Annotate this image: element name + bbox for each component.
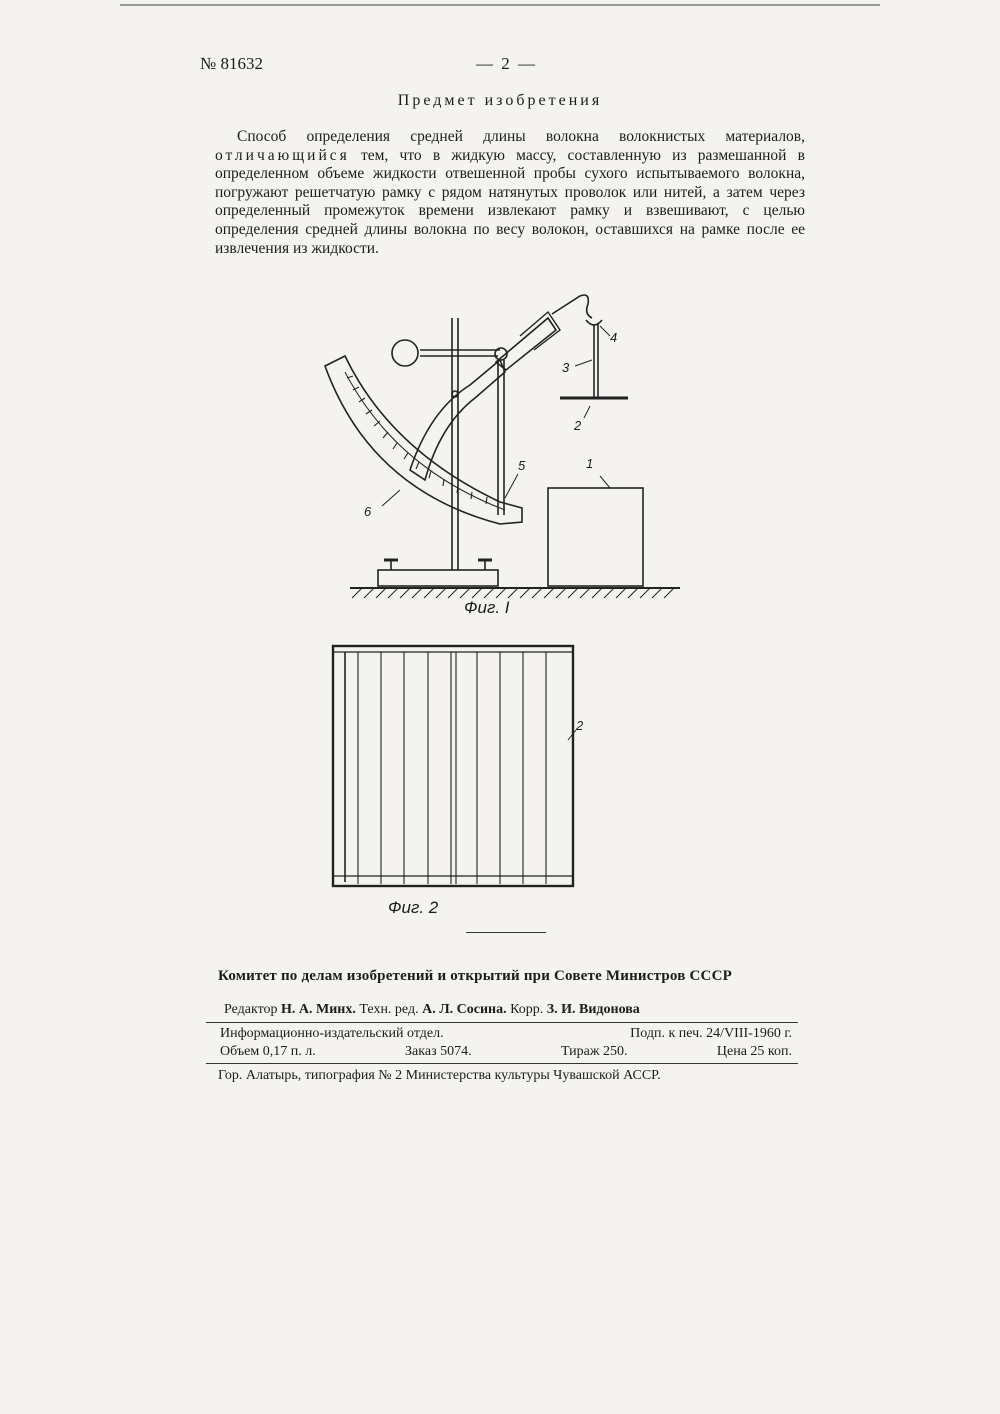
fig1-label-2: 2 xyxy=(574,418,582,433)
imprint-row-2 xyxy=(220,1043,798,1061)
fig1-label-4: 4 xyxy=(610,330,618,345)
volume: Объем 0,17 п. л. xyxy=(220,1044,316,1059)
tech-editor-name: А. Л. Сосина. xyxy=(422,1002,507,1017)
corrector-name: З. И. Видонова xyxy=(546,1002,640,1017)
fig2-caption: Фиг. 2 xyxy=(388,898,439,917)
fig1-label-3: 3 xyxy=(562,360,570,375)
tech-editor-label: Техн. ред. xyxy=(359,1002,419,1017)
claim-text-after: тем, что в жидкую массу, составленную из размешанной в определенном объеме жидкости отвешенной пробы сухого испытываемого волокна, погружают решетчатую рамку с рядом натянутых проволок или нитей, а затем через определенный промежуток времени извлекают рамку и взвешивают, с целью определения средней длины волокна по весу волокон, оставшихся на рамке после ее извлечения из жидкости. xyxy=(215,146,805,257)
fig1-label-5: 5 xyxy=(518,458,526,473)
editor-name: Н. А. Минх. xyxy=(281,1002,356,1017)
order-number: Заказ 5074. xyxy=(405,1044,472,1059)
price: Цена 25 коп. xyxy=(716,1044,792,1059)
fig1-label-1: 1 xyxy=(586,456,594,471)
imprint-block xyxy=(206,1022,798,1064)
patent-number: № 81632 xyxy=(200,54,263,73)
corrector-label: Корр. xyxy=(510,1002,544,1017)
committee-line: Комитет по делам изобретений и открытий при Совете Министров СССР xyxy=(218,968,732,984)
print-run: Тираж 250. xyxy=(560,1044,628,1059)
fig1-label-6: 6 xyxy=(364,504,372,519)
separator-line xyxy=(466,932,546,933)
claim-heading: Предмет изобретения xyxy=(397,92,603,109)
page-number: — 2 — xyxy=(476,54,537,73)
signed-to-print: Подп. к печ. 24/VIII-1960 г. xyxy=(630,1026,792,1041)
imprint-row-1 xyxy=(220,1025,798,1043)
publishing-dept: Информационно-издательский отдел. xyxy=(220,1026,444,1041)
fig2-label-2: 2 xyxy=(576,718,584,733)
editors-line xyxy=(224,1002,784,1018)
printer-line: Гор. Алатырь, типография № 2 Министерства культуры Чувашской АССР. xyxy=(218,1068,661,1083)
claim-text-before: Способ определения средней длины волокна волокнистых материалов, xyxy=(237,128,805,145)
fig1-caption: Фиг. I xyxy=(464,598,510,617)
claim-text-spaced: отличающийся xyxy=(215,146,350,164)
editor-label: Редактор xyxy=(224,1002,278,1017)
